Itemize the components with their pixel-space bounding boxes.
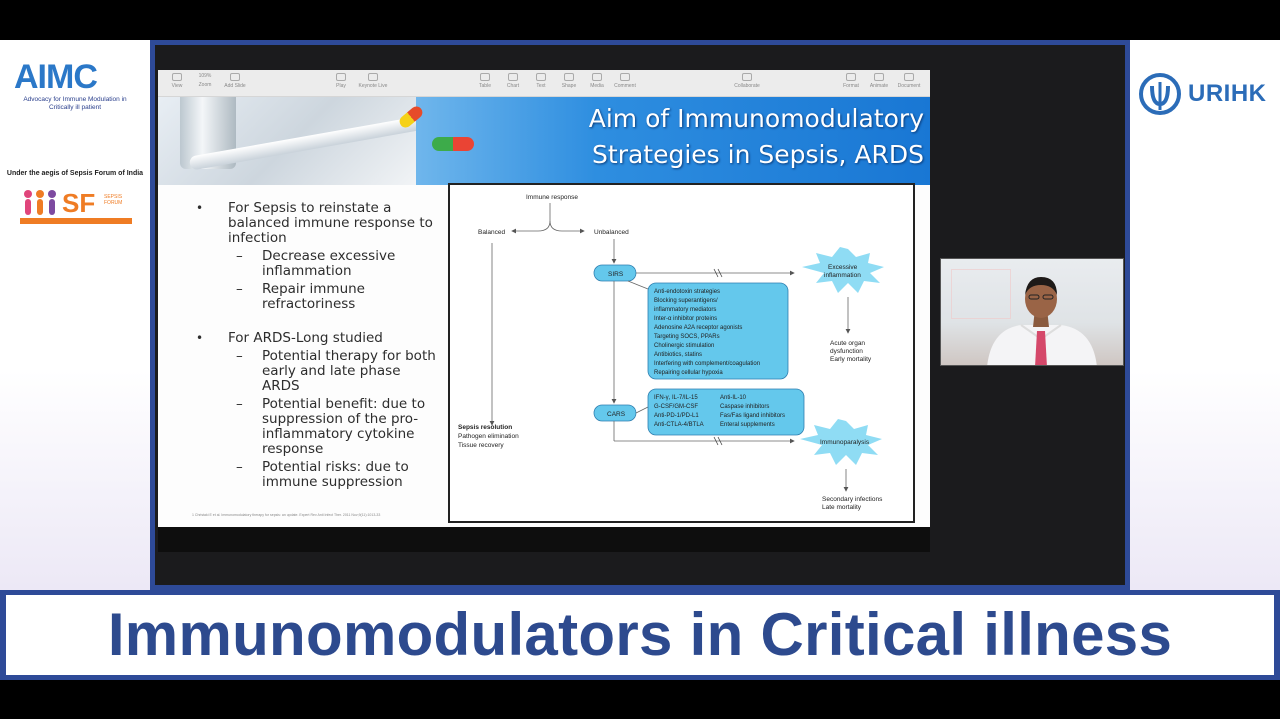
toolbar-label: Collaborate xyxy=(734,83,760,89)
intervention-item: Caspase inhibitors xyxy=(720,404,770,410)
toolbar-collaborate-button[interactable] xyxy=(724,73,770,89)
intervention-item: Adenosine A2A receptor agonists xyxy=(654,325,743,331)
intervention-item: Targeting SOCS, PPARs xyxy=(654,334,720,340)
intervention-item: Anti-CTLA-4/BTLA xyxy=(654,422,704,428)
unbalanced-label: Unbalanced xyxy=(594,229,629,236)
intervention-item: IFN-γ, IL-7/IL-15 xyxy=(654,395,698,401)
toolbar-media-button[interactable] xyxy=(582,73,612,89)
sirs-label: SIRS xyxy=(608,271,624,278)
intervention-item: Cholinergic stimulation xyxy=(654,343,715,349)
media-icon xyxy=(592,73,602,81)
aimc-logo xyxy=(14,60,136,112)
zoom-value: 109% xyxy=(198,73,212,79)
toolbar-label: View xyxy=(171,83,183,89)
lower-third-inner xyxy=(6,595,1274,675)
sepsis-resolution-label: Sepsis resolution xyxy=(458,424,513,431)
toolbar-add-slide-button[interactable] xyxy=(220,73,250,89)
pathogen-elimination-label: Pathogen elimination xyxy=(458,433,519,440)
play-icon xyxy=(336,73,346,81)
slide-bullet-list xyxy=(196,201,442,493)
intervention-item: Anti-endotoxin strategies xyxy=(654,289,721,295)
balanced-label: Balanced xyxy=(478,229,506,236)
animate-icon xyxy=(874,73,884,81)
slide-footnote: 1 Christaki E et al. Immunomodulatory therapy for sepsis: an update. Expert Rev Anti Infect Ther. 2011 Nov;9(11):1013-33 xyxy=(192,513,381,517)
urihk-wordmark: URIHK xyxy=(1188,80,1267,107)
speaker-video-tile[interactable] xyxy=(940,258,1124,366)
toolbar-label: Shape xyxy=(561,83,577,89)
immunoparalysis-label: Immunoparalysis xyxy=(820,439,870,446)
text-icon xyxy=(536,73,546,81)
slide-title-line-1: Aim of Immunomodulatory xyxy=(588,104,924,133)
speaker-avatar xyxy=(981,269,1101,366)
toolbar-play-button[interactable] xyxy=(326,73,356,89)
document-icon xyxy=(904,73,914,81)
urihk-emblem-icon xyxy=(1138,72,1182,116)
format-icon xyxy=(846,73,856,81)
toolbar-label: Add Slide xyxy=(224,83,246,89)
excessive-label: Excessive xyxy=(828,264,858,271)
add-slide-icon xyxy=(230,73,240,81)
slide-header-photo xyxy=(158,97,428,185)
intervention-item: Interfering with complement/coagulation xyxy=(654,361,761,367)
toolbar-label: Table xyxy=(479,83,491,89)
intervention-item: Antibiotics, statins xyxy=(654,352,703,358)
late-mortality-label: Late mortality xyxy=(822,504,862,511)
slide-canvas[interactable] xyxy=(158,97,930,527)
intervention-item: Anti-PD-1/PD-L1 xyxy=(654,413,699,419)
collaborate-icon xyxy=(742,73,752,81)
sf-wordmark: SF xyxy=(62,188,96,218)
toolbar-label: Zoom xyxy=(198,82,212,88)
sub-bullet-item: – Potential therapy for both early and late phase ARDS xyxy=(196,349,442,394)
acute-organ-label: Acute organ xyxy=(830,340,866,347)
toolbar-table-button[interactable] xyxy=(470,73,500,89)
toolbar-label: Play xyxy=(336,83,346,89)
toolbar-comment-button[interactable] xyxy=(610,73,640,89)
people-icon xyxy=(20,188,60,218)
toolbar-keynote-live-button[interactable] xyxy=(358,73,388,89)
slide-title-line-2: Strategies in Sepsis, ARDS xyxy=(592,140,924,169)
sub-bullet-item: – Potential risks: due to immune suppression xyxy=(196,460,442,490)
bullet-item: • For Sepsis to reinstate a balanced immune response to infection xyxy=(196,201,442,246)
aimc-wordmark: AIMC xyxy=(14,58,97,96)
intervention-item: Repairing cellular hypoxia xyxy=(654,370,723,376)
sf-tagline-bar xyxy=(20,218,132,224)
immune-response-diagram xyxy=(448,183,915,523)
lower-third-banner xyxy=(0,590,1280,680)
diagram-svg xyxy=(450,185,913,521)
secondary-infections-label: Secondary infections xyxy=(822,496,883,503)
toolbar-shape-button[interactable] xyxy=(554,73,584,89)
toolbar-label: Document xyxy=(897,83,921,89)
dysfunction-label: dysfunction xyxy=(830,348,863,355)
sub-bullet-item: – Potential benefit: due to suppression of the pro-inflammatory cytokine response xyxy=(196,397,442,457)
sub-bullet-item: – Repair immune refractoriness xyxy=(196,282,442,312)
sub-bullet-item: – Decrease excessive inflammation xyxy=(196,249,442,279)
intervention-item: Anti-IL-10 xyxy=(720,395,747,401)
inflammation-label: inflammation xyxy=(824,272,861,279)
aimc-tagline: Advocacy for Immune Modulation in Critically ill patient xyxy=(23,96,127,111)
sepsis-forum-logo xyxy=(20,188,132,226)
left-sponsor-panel xyxy=(0,40,150,590)
shape-icon xyxy=(564,73,574,81)
capsule-image xyxy=(432,137,474,151)
intervention-item: Enteral supplements xyxy=(720,422,775,428)
toolbar-label: Media xyxy=(590,83,604,89)
toolbar-label: Keynote Live xyxy=(358,83,388,89)
intervention-item: Blocking superantigens/ xyxy=(654,298,718,304)
toolbar-text-button[interactable] xyxy=(526,73,556,89)
early-mortality-label: Early mortality xyxy=(830,356,872,363)
toolbar-document-button[interactable] xyxy=(894,73,924,89)
intervention-item: Fas/Fas ligand inhibitors xyxy=(720,413,786,419)
toolbar-chart-button[interactable] xyxy=(498,73,528,89)
slide-window-footer xyxy=(158,527,930,552)
keynote-live-icon xyxy=(368,73,378,81)
comment-icon xyxy=(620,73,630,81)
toolbar-label: Text xyxy=(536,83,546,89)
cars-label: CARS xyxy=(607,411,626,418)
keynote-toolbar xyxy=(158,70,930,97)
sf-subtext: SEPSIS FORUM xyxy=(104,194,123,206)
slide-title xyxy=(544,101,924,173)
right-sponsor-panel xyxy=(1130,40,1280,590)
intervention-item: inflammatory mediators xyxy=(654,307,717,313)
toolbar-format-button[interactable] xyxy=(836,73,866,89)
toolbar-animate-button[interactable] xyxy=(864,73,894,89)
view-icon xyxy=(172,73,182,81)
toolbar-label: Comment xyxy=(614,83,636,89)
urihk-logo xyxy=(1138,68,1267,120)
bottom-letterbox xyxy=(0,680,1280,719)
table-icon xyxy=(480,73,490,81)
aegis-text: Under the aegis of Sepsis Forum of India xyxy=(6,170,144,177)
bullet-item: • For ARDS-Long studied xyxy=(196,331,442,346)
toolbar-zoom-button[interactable] xyxy=(190,73,220,88)
chart-icon xyxy=(508,73,518,81)
toolbar-label: Chart xyxy=(506,83,520,89)
slide-title-banner xyxy=(416,97,930,185)
immune-response-label: Immune response xyxy=(526,194,579,201)
tissue-recovery-label: Tissue recovery xyxy=(458,442,504,449)
intervention-item: G-CSF/GM-CSF xyxy=(654,404,698,410)
session-title: Immunomodulators in Critical illness xyxy=(107,601,1173,668)
top-letterbox xyxy=(0,0,1280,40)
intervention-item: Inter-α inhibitor proteins xyxy=(654,316,718,322)
toolbar-view-button[interactable] xyxy=(162,73,192,89)
toolbar-label: Format xyxy=(843,83,859,89)
toolbar-label: Animate xyxy=(869,83,889,89)
